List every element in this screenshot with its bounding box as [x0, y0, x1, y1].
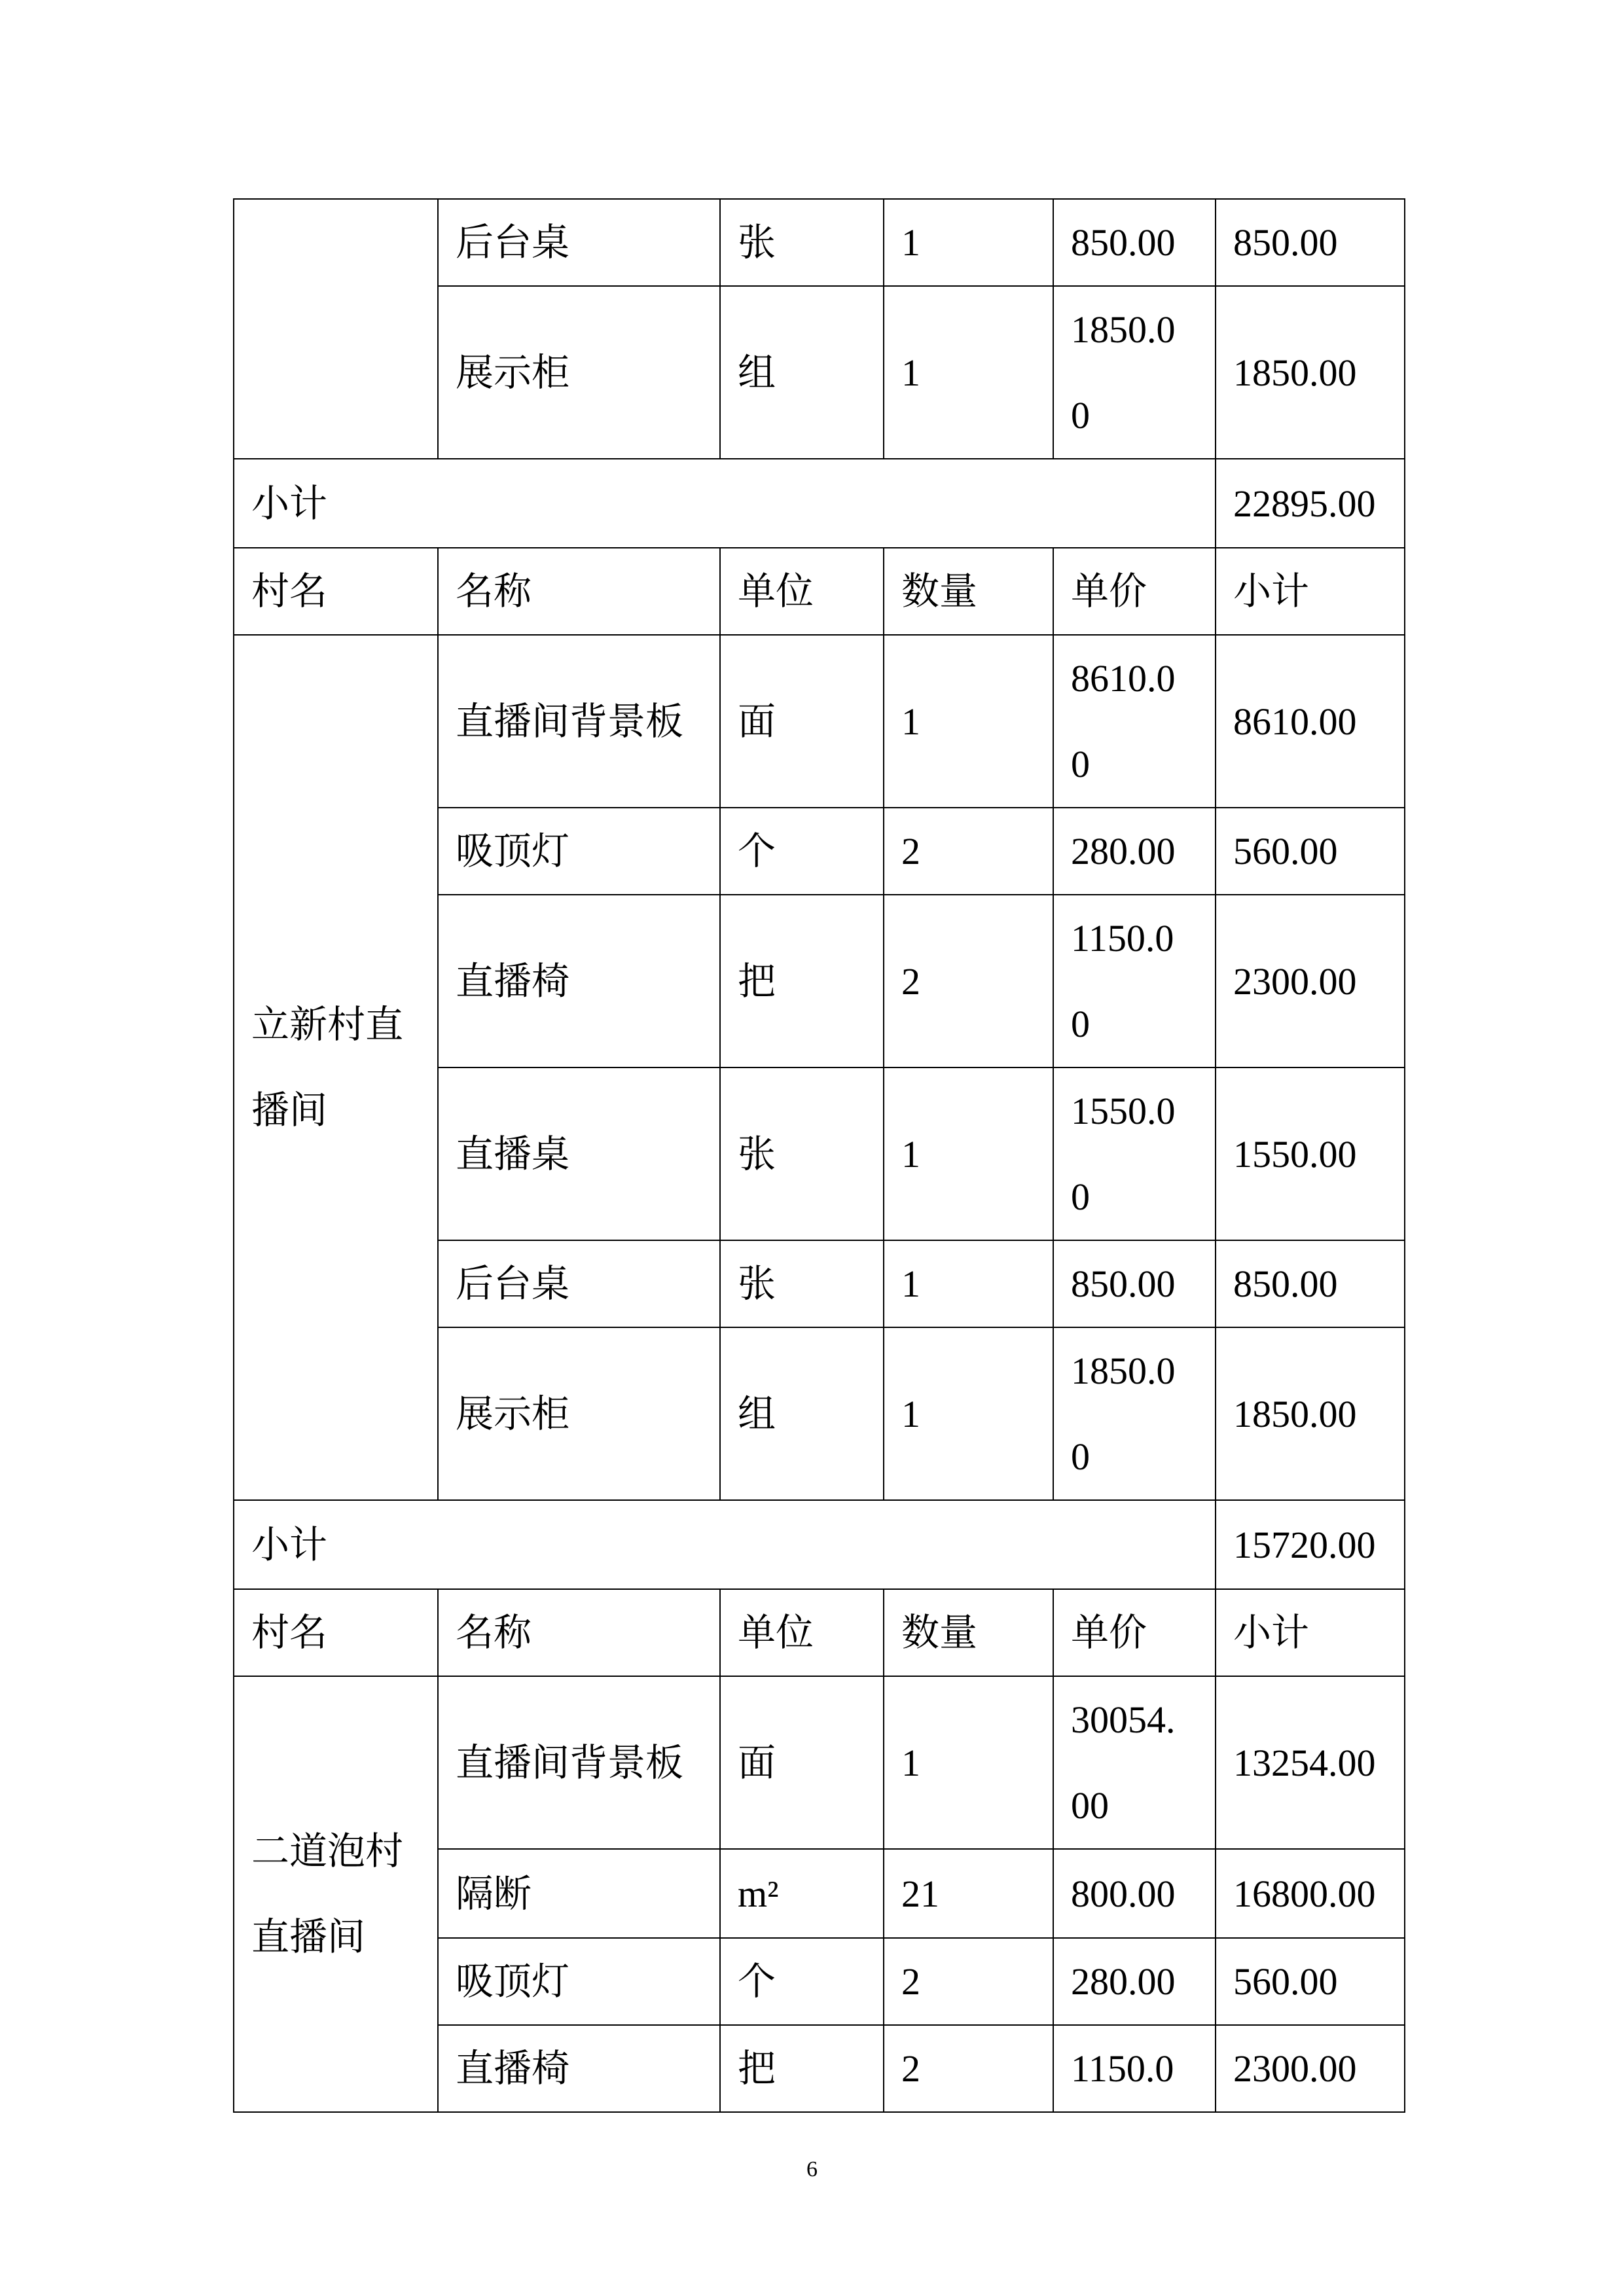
cell-name: 直播间背景板	[438, 635, 720, 808]
cell-price: 800.00	[1053, 1849, 1216, 1938]
subtotal-label: 小计	[234, 459, 1216, 548]
table-row	[234, 1676, 1405, 1849]
header-name: 名称	[438, 1589, 720, 1676]
cell-subtotal: 560.00	[1216, 1938, 1405, 2025]
cell-qty: 1	[884, 286, 1053, 459]
cell-qty: 21	[884, 1849, 1053, 1938]
cell-unit: m²	[720, 1849, 884, 1938]
cell-subtotal: 1850.00	[1216, 1327, 1405, 1500]
cell-price: 280.00	[1053, 808, 1216, 895]
header-subtotal: 小计	[1216, 1589, 1405, 1676]
cell-unit: 组	[720, 1327, 884, 1500]
header-unit: 单位	[720, 1589, 884, 1676]
cell-price: 850.00	[1053, 199, 1216, 286]
header-price: 单价	[1053, 548, 1216, 635]
cell-qty: 1	[884, 1067, 1053, 1240]
cell-unit: 个	[720, 808, 884, 895]
cell-price: 280.00	[1053, 1938, 1216, 2025]
cell-unit: 张	[720, 1067, 884, 1240]
cell-unit: 把	[720, 2025, 884, 2112]
cell-name: 直播间背景板	[438, 1676, 720, 1849]
cell-subtotal: 16800.00	[1216, 1849, 1405, 1938]
cell-unit: 张	[720, 1240, 884, 1327]
header-qty: 数量	[884, 548, 1053, 635]
cell-unit: 个	[720, 1938, 884, 2025]
cell-subtotal: 1550.00	[1216, 1067, 1405, 1240]
cell-name: 直播桌	[438, 1067, 720, 1240]
subtotal-label: 小计	[234, 1500, 1216, 1589]
cell-name: 展示柜	[438, 286, 720, 459]
header-name: 名称	[438, 548, 720, 635]
cell-name: 直播椅	[438, 2025, 720, 2112]
cell-unit: 面	[720, 635, 884, 808]
table-row	[234, 459, 1405, 548]
cell-price: 1550.00	[1053, 1067, 1216, 1240]
cell-qty: 2	[884, 808, 1053, 895]
table-row	[234, 1500, 1405, 1589]
village-cell: 二道泡村直播间	[234, 1676, 438, 2112]
cell-price: 8610.00	[1053, 635, 1216, 808]
cell-price: 1850.00	[1053, 286, 1216, 459]
cell-name: 展示柜	[438, 1327, 720, 1500]
table-row	[234, 1589, 1405, 1676]
cell-qty: 1	[884, 1676, 1053, 1849]
cell-name: 隔断	[438, 1849, 720, 1938]
cell-subtotal: 2300.00	[1216, 2025, 1405, 2112]
table-row	[234, 548, 1405, 635]
header-unit: 单位	[720, 548, 884, 635]
cell-name: 直播椅	[438, 895, 720, 1067]
header-price: 单价	[1053, 1589, 1216, 1676]
cell-qty: 1	[884, 199, 1053, 286]
cell-subtotal: 850.00	[1216, 199, 1405, 286]
cell-price: 850.00	[1053, 1240, 1216, 1327]
cell-qty: 1	[884, 635, 1053, 808]
subtotal-value: 15720.00	[1216, 1500, 1405, 1589]
cell-name: 后台桌	[438, 1240, 720, 1327]
cell-subtotal: 850.00	[1216, 1240, 1405, 1327]
header-village: 村名	[234, 548, 438, 635]
cell-name: 后台桌	[438, 199, 720, 286]
subtotal-value: 22895.00	[1216, 459, 1405, 548]
cell-unit: 张	[720, 199, 884, 286]
header-qty: 数量	[884, 1589, 1053, 1676]
cell-qty: 2	[884, 2025, 1053, 2112]
cell-unit: 面	[720, 1676, 884, 1849]
cell-price: 30054.00	[1053, 1676, 1216, 1849]
header-village: 村名	[234, 1589, 438, 1676]
village-cell: 立新村直播间	[234, 635, 438, 1500]
cell-qty: 1	[884, 1240, 1053, 1327]
cell-subtotal: 2300.00	[1216, 895, 1405, 1067]
table-row	[234, 635, 1405, 808]
cell-subtotal: 13254.00	[1216, 1676, 1405, 1849]
page-number: 6	[806, 2157, 818, 2181]
cell-subtotal: 1850.00	[1216, 286, 1405, 459]
cell-unit: 把	[720, 895, 884, 1067]
cell-name: 吸顶灯	[438, 808, 720, 895]
header-subtotal: 小计	[1216, 548, 1405, 635]
cell-unit: 组	[720, 286, 884, 459]
table-row	[234, 199, 1405, 286]
budget-table	[233, 198, 1405, 2113]
cell-name: 吸顶灯	[438, 1938, 720, 2025]
cell-qty: 2	[884, 895, 1053, 1067]
cell-price: 1150.0	[1053, 2025, 1216, 2112]
village-cell	[234, 199, 438, 459]
cell-price: 1150.00	[1053, 895, 1216, 1067]
cell-qty: 2	[884, 1938, 1053, 2025]
cell-price: 1850.00	[1053, 1327, 1216, 1500]
cell-subtotal: 560.00	[1216, 808, 1405, 895]
cell-subtotal: 8610.00	[1216, 635, 1405, 808]
cell-qty: 1	[884, 1327, 1053, 1500]
